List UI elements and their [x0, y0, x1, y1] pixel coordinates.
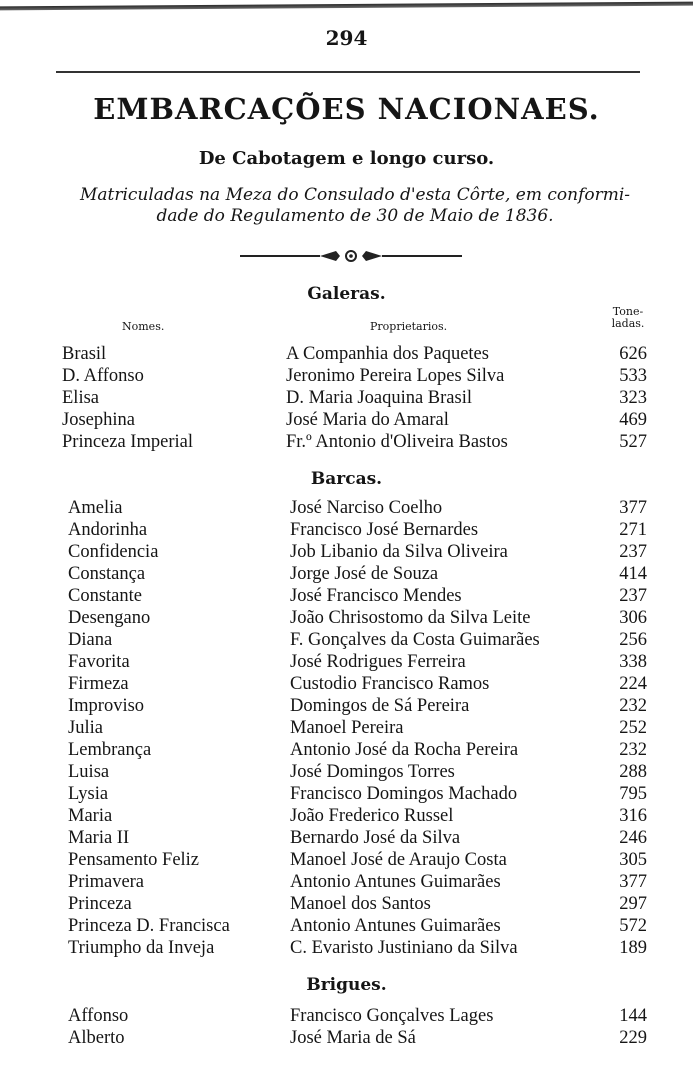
description-line-2: dade do Regulamento de 30 de Maio de 1836. [156, 206, 554, 226]
ship-name: Confidencia [68, 542, 159, 562]
ship-name: Pensamento Feliz [68, 850, 200, 870]
ship-owner: Antonio José da Rocha Pereira [290, 740, 519, 760]
ship-tonnage: 232 [619, 696, 647, 716]
table-row [0, 520, 693, 542]
ship-name: Alberto [68, 1028, 125, 1048]
ship-name: Constança [68, 564, 146, 584]
ship-name: Firmeza [68, 674, 129, 694]
ship-owner: Francisco Domingos Machado [290, 784, 518, 804]
ship-owner: C. Evaristo Justiniano da Silva [290, 938, 518, 958]
description [55, 185, 655, 227]
ship-name: Desengano [68, 608, 151, 628]
ship-tonnage: 306 [619, 608, 647, 628]
section-heading-brigues: Brigues. [306, 975, 387, 995]
column-header-tonnage-line-2: ladas. [611, 317, 645, 330]
ship-name: Diana [68, 630, 113, 650]
table-row [0, 410, 693, 432]
table-row [0, 652, 693, 674]
ship-owner: Francisco Gonçalves Lages [290, 1006, 494, 1026]
ship-owner: A Companhia dos Paquetes [286, 344, 489, 364]
ship-owner: D. Maria Joaquina Brasil [286, 388, 472, 408]
ship-tonnage: 252 [619, 718, 647, 738]
ship-tonnage: 572 [619, 916, 647, 936]
ship-owner: Custodio Francisco Ramos [290, 674, 490, 694]
ship-tonnage: 229 [619, 1028, 647, 1048]
ship-owner: Job Libanio da Silva Oliveira [290, 542, 508, 562]
ship-tonnage: 377 [619, 498, 647, 518]
ship-owner: Antonio Antunes Guimarães [290, 872, 501, 892]
ship-owner: João Chrisostomo da Silva Leite [290, 608, 531, 628]
ship-name: Princeza [68, 894, 132, 914]
ship-owner: José Maria de Sá [290, 1028, 416, 1048]
ship-owner: Fr.º Antonio d'Oliveira Bastos [286, 432, 508, 452]
section-heading-galeras: Galeras. [307, 284, 386, 304]
ship-name: Affonso [68, 1006, 129, 1026]
page-subtitle: De Cabotagem e longo curso. [198, 148, 495, 169]
table-row [0, 696, 693, 718]
ship-name: Constante [68, 586, 142, 606]
ship-tonnage: 527 [619, 432, 647, 452]
ship-tonnage: 288 [619, 762, 647, 782]
ship-tonnage: 305 [619, 850, 647, 870]
table-row [0, 872, 693, 894]
ship-tonnage: 533 [619, 366, 647, 386]
ship-name: Brasil [62, 344, 107, 364]
table-row [0, 586, 693, 608]
table-row [0, 850, 693, 872]
table-row [0, 828, 693, 850]
ship-owner: José Maria do Amaral [286, 410, 449, 430]
ship-name: Favorita [68, 652, 130, 672]
ship-owner: Domingos de Sá Pereira [290, 696, 470, 716]
header-rule [56, 71, 640, 73]
ship-owner: Manoel José de Araujo Costa [290, 850, 507, 870]
ship-tonnage: 144 [619, 1006, 647, 1026]
ship-name: Maria II [68, 828, 130, 848]
ship-tonnage: 316 [619, 806, 647, 826]
ship-name: Elisa [62, 388, 99, 408]
table-row [0, 740, 693, 762]
ship-owner: José Rodrigues Ferreira [290, 652, 466, 672]
ship-owner: Jorge José de Souza [290, 564, 439, 584]
table-row [0, 806, 693, 828]
table-row [0, 432, 693, 454]
table-row [0, 718, 693, 740]
ship-name: Andorinha [68, 520, 148, 540]
ship-owner: Bernardo José da Silva [290, 828, 461, 848]
table-row [0, 630, 693, 652]
table-row [0, 894, 693, 916]
table-row [0, 1006, 693, 1028]
ship-tonnage: 297 [619, 894, 647, 914]
ship-owner: José Narciso Coelho [290, 498, 443, 518]
column-header-tonnage-line-1: Tone- [612, 305, 644, 318]
page-title: EMBARCAÇÕES NACIONAES. [93, 92, 600, 126]
ship-owner: José Domingos Torres [290, 762, 455, 782]
table-row [0, 916, 693, 938]
ship-name: Improviso [68, 696, 145, 716]
ship-tonnage: 338 [619, 652, 647, 672]
ship-tonnage: 271 [619, 520, 647, 540]
table-row [0, 344, 693, 366]
table-row [0, 498, 693, 520]
ship-name: Princeza Imperial [62, 432, 193, 452]
table-row [0, 784, 693, 806]
top-page-edge [0, 2, 693, 11]
ship-tonnage: 256 [619, 630, 647, 650]
table-row [0, 1028, 693, 1050]
ship-name: Primavera [68, 872, 145, 892]
ship-name: Amelia [68, 498, 123, 518]
ship-name: Luisa [68, 762, 110, 782]
ship-name: D. Affonso [62, 366, 144, 386]
ship-tonnage: 189 [619, 938, 647, 958]
ship-tonnage: 237 [619, 586, 647, 606]
ship-owner: Jeronimo Pereira Lopes Silva [286, 366, 505, 386]
ship-tonnage: 232 [619, 740, 647, 760]
ship-tonnage: 795 [619, 784, 647, 804]
ship-name: Triumpho da Inveja [68, 938, 215, 958]
ship-tonnage: 377 [619, 872, 647, 892]
table-row [0, 608, 693, 630]
ship-tonnage: 246 [619, 828, 647, 848]
ship-name: Princeza D. Francisca [68, 916, 230, 936]
section-heading-barcas: Barcas. [310, 469, 383, 489]
ship-name: Julia [68, 718, 103, 738]
table-row [0, 388, 693, 410]
ship-owner: Manoel Pereira [290, 718, 404, 738]
ship-owner: Manoel dos Santos [290, 894, 431, 914]
ship-name: Lysia [68, 784, 109, 804]
table-row [0, 542, 693, 564]
table-row [0, 366, 693, 388]
description-line-1: Matriculadas na Meza do Consulado d'esta Côrte, em conformi- [79, 185, 631, 205]
table-row [0, 762, 693, 784]
ship-tonnage: 469 [619, 410, 647, 430]
table-row [0, 938, 693, 960]
ship-tonnage: 626 [619, 344, 647, 364]
ship-name: Josephina [62, 410, 135, 430]
column-header-owners: Proprietarios. [370, 320, 448, 333]
ship-owner: João Frederico Russel [290, 806, 454, 826]
column-header-names: Nomes. [122, 320, 165, 333]
ship-owner: José Francisco Mendes [290, 586, 462, 606]
table-row [0, 674, 693, 696]
ornament-divider [240, 248, 462, 264]
ship-tonnage: 323 [619, 388, 647, 408]
ship-name: Maria [68, 806, 113, 826]
ship-owner: Francisco José Bernardes [290, 520, 479, 540]
ship-owner: Antonio Antunes Guimarães [290, 916, 501, 936]
ship-tonnage: 237 [619, 542, 647, 562]
ship-tonnage: 224 [619, 674, 647, 694]
ship-name: Lembrança [68, 740, 152, 760]
ship-tonnage: 414 [619, 564, 647, 584]
ship-owner: F. Gonçalves da Costa Guimarães [290, 630, 540, 650]
table-row [0, 564, 693, 586]
page-number: 294 [325, 26, 368, 50]
column-header-tonnage [603, 306, 653, 330]
